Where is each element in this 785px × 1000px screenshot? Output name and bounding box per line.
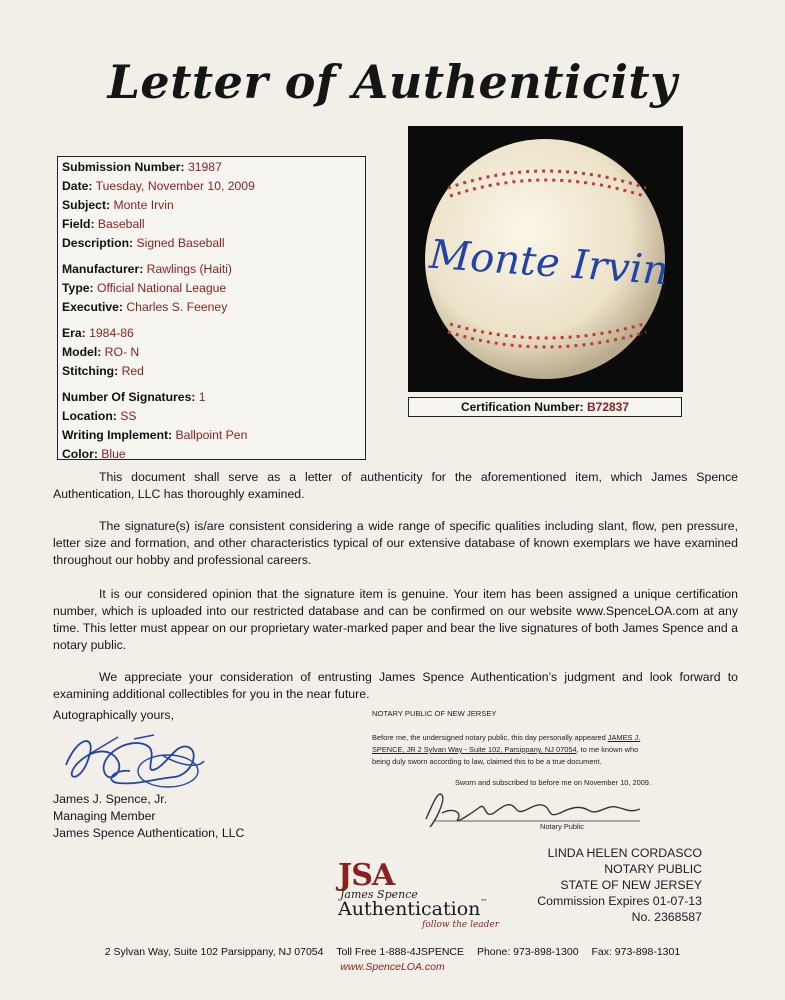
notary-signature [420, 783, 650, 833]
notary-heading: NOTARY PUBLIC OF NEW JERSEY [372, 709, 497, 718]
notary-stamp-title: NOTARY PUBLIC [604, 862, 702, 876]
detail-row: Executive: Charles S. Feeney [62, 300, 228, 314]
certification-number-box: Certification Number: B72837 [408, 397, 682, 417]
notary-statement-line1: Before me, the undersigned notary public, this day personally appeared JAMES J. [372, 733, 641, 742]
signer-role: Managing Member [53, 809, 156, 823]
jsa-logo-line1: James Spence [340, 888, 418, 901]
detail-row: Field: Baseball [62, 217, 145, 231]
notary-stamp-expiry: Commission Expires 01-07-13 [537, 894, 702, 908]
notary-stamp-state: STATE OF NEW JERSEY [560, 878, 702, 892]
detail-row: Color: Blue [62, 447, 126, 461]
spence-signature [58, 725, 208, 793]
detail-row: Type: Official National League [62, 281, 227, 295]
detail-row: Era: 1984-86 [62, 326, 134, 340]
signer-name: James J. Spence, Jr. [53, 792, 168, 806]
detail-row: Number Of Signatures: 1 [62, 390, 206, 404]
detail-row: Model: RO- N [62, 345, 140, 359]
item-details-box [57, 156, 366, 460]
paragraph-opinion: It is our considered opinion that the signature item is genuine. Your item has been assigned a unique certification number, which is uploaded into our restricted database and can be confirmed on our website www.SpenceLOA.com at any time. This letter must appear on our proprietary water-marked paper and bear the live signatures of both James Spence and a notary public. [53, 587, 738, 652]
notary-statement-line3: being duly sworn according to law, claimed this to be a true document. [372, 757, 602, 766]
notary-stamp-number: No. 2368587 [631, 910, 702, 924]
baseball-image [408, 126, 683, 392]
detail-row: Subject: Monte Irvin [62, 198, 174, 212]
footer-fax: Fax: 973-898-1301 [591, 946, 681, 958]
footer-tollfree: Toll Free 1-888-4JSPENCE [336, 946, 465, 958]
notary-statement-line2: SPENCE, JR 2 Sylvan Way - Suite 102, Parsippany, NJ 07054, to me known who [372, 745, 639, 754]
paragraph-consistency: The signature(s) is/are consistent considering a wide range of specific qualities including slant, flow, pen pressure, letter size and formation, and other characteristics typical of our extensive database of known exemplars we have examined throughout our hobby and professional careers. [53, 519, 738, 567]
footer-phone: Phone: 973-898-1300 [476, 946, 579, 958]
jsa-logo-line2: Authentication™ [338, 898, 488, 920]
paragraph-examined: This document shall serve as a letter of authenticity for the aforementioned item, which James Spence Authentication, LLC has thoroughly examined. [53, 470, 738, 501]
jsa-logo-mark: JSA [338, 858, 395, 893]
jsa-logo-tagline: follow the leader [422, 920, 500, 930]
detail-row: Writing Implement: Ballpoint Pen [62, 428, 248, 442]
notary-public-label: Notary Public [540, 822, 584, 831]
baseball-photo [408, 126, 683, 392]
closing-salutation: Autographically yours, [53, 708, 174, 722]
detail-row: Description: Signed Baseball [62, 236, 225, 250]
detail-row: Stitching: Red [62, 364, 144, 378]
footer-address: 2 Sylvan Way, Suite 102 Parsippany, NJ 07054 [104, 946, 324, 958]
jsa-logo [316, 858, 500, 930]
detail-row: Submission Number: 31987 [62, 160, 222, 174]
notary-sworn-date: Sworn and subscribed to before me on November 10, 2009. [455, 778, 651, 787]
ball-signature: Monte Irvin [427, 231, 670, 295]
notary-stamp-name: LINDA HELEN CORDASCO [547, 846, 702, 860]
detail-row: Manufacturer: Rawlings (Haiti) [62, 262, 232, 276]
footer-website-link[interactable]: www.SpenceLOA.com [340, 961, 445, 973]
detail-row: Date: Tuesday, November 10, 2009 [62, 179, 255, 193]
footer-contact [0, 946, 785, 958]
detail-row: Location: SS [62, 409, 137, 423]
page-title: Letter of Authenticity [107, 55, 678, 109]
paragraph-appreciation: We appreciate your consideration of entrusting James Spence Authentication’s judgment and look forward to examining additional collectibles for you in the near future. [53, 670, 738, 701]
signer-company: James Spence Authentication, LLC [53, 826, 245, 840]
